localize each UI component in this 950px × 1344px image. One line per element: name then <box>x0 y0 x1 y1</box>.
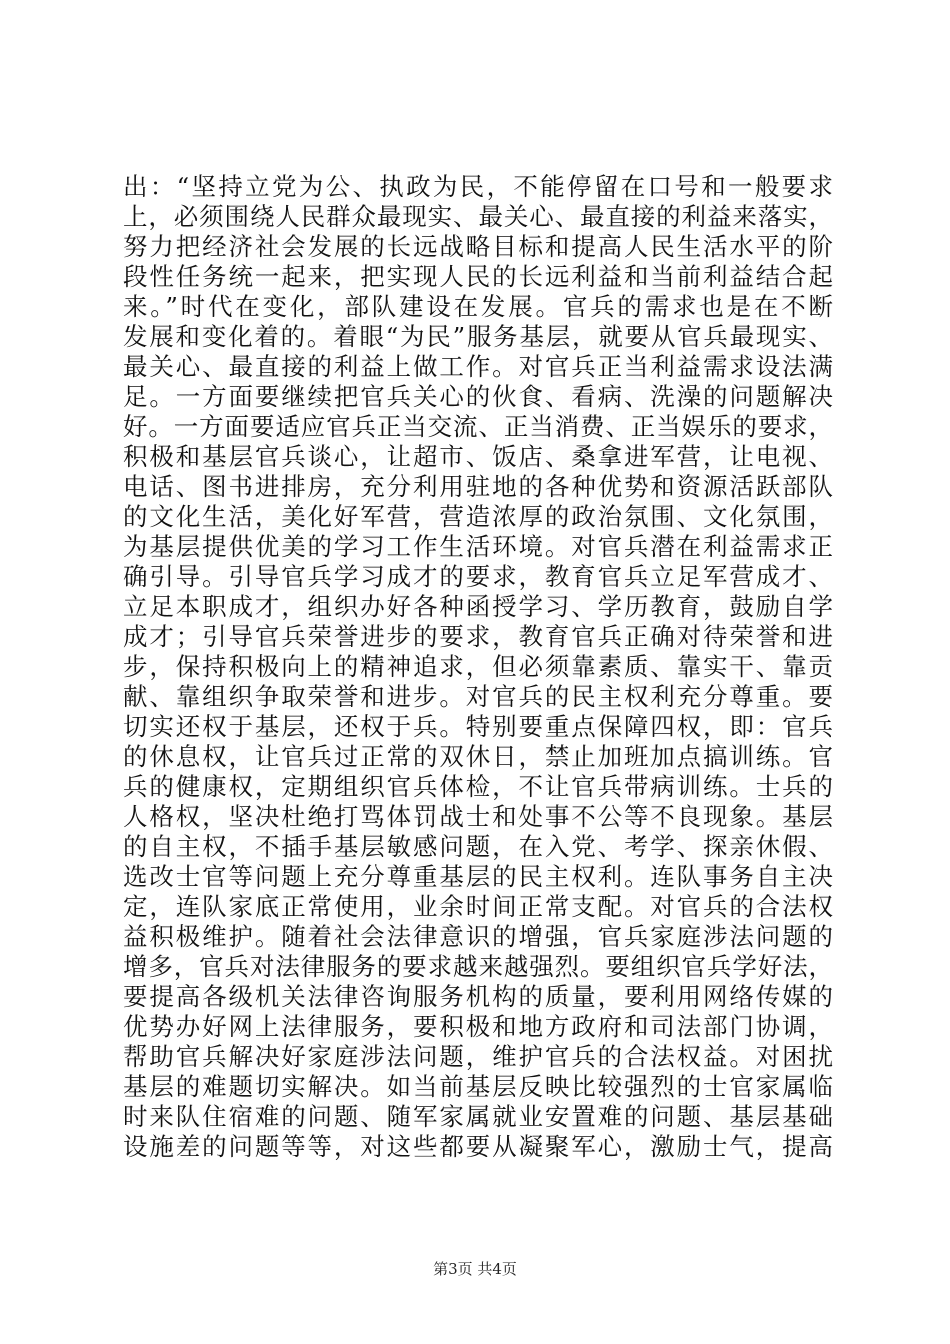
text-line: 发展和变化着的。着眼“为民”服务基层，就要从官兵最现实、 <box>123 322 835 351</box>
text-line: 出：“坚持立党为公、执政为民，不能停留在口号和一般要求 <box>123 172 836 201</box>
text-line: 努力把经济社会发展的长远战略目标和提高人民生活水平的阶 <box>123 232 835 261</box>
text-line: 切实还权于基层，还权于兵。特别要重点保障四权，即：官兵 <box>123 712 835 741</box>
text-line: 的自主权，不插手基层敏感问题，在入党、考学、探亲休假、 <box>123 832 835 861</box>
text-line: 要提高各级机关法律咨询服务机构的质量，要利用网络传媒的 <box>123 982 835 1011</box>
text-line: 益积极维护。随着社会法律意识的增强，官兵家庭涉法问题的 <box>123 922 835 951</box>
text-line: 优势办好网上法律服务，要积极和地方政府和司法部门协调， <box>123 1012 835 1041</box>
text-line: 献、靠组织争取荣誉和进步。对官兵的民主权利充分尊重。要 <box>123 682 835 711</box>
body-text <box>123 172 836 1162</box>
text-line: 最关心、最直接的利益上做工作。对官兵正当利益需求设法满 <box>123 352 835 381</box>
text-line: 好。一方面要适应官兵正当交流、正当消费、正当娱乐的要求， <box>123 412 834 441</box>
text-line: 确引导。引导官兵学习成才的要求，教育官兵立足军营成才、 <box>123 562 835 591</box>
text-line: 兵的健康权，定期组织官兵体检，不让官兵带病训练。士兵的 <box>123 772 835 801</box>
text-line: 时来队住宿难的问题、随军家属就业安置难的问题、基层基础 <box>123 1102 835 1131</box>
text-line: 基层的难题切实解决。如当前基层反映比较强烈的士官家属临 <box>123 1072 835 1101</box>
text-line: 的文化生活，美化好军营，营造浓厚的政治氛围、文化氛围， <box>123 502 835 531</box>
text-line: 足。一方面要继续把官兵关心的伙食、看病、洗澡的问题解决 <box>123 382 835 411</box>
page-footer <box>0 1259 950 1279</box>
text-line: 选改士官等问题上充分尊重基层的民主权利。连队事务自主决 <box>123 862 835 891</box>
text-line: 步，保持积极向上的精神追求，但必须靠素质、靠实干、靠贡 <box>123 652 835 681</box>
text-line: 上，必须围绕人民群众最现实、最关心、最直接的利益来落实， <box>123 202 834 231</box>
page-indicator: 第3页 共4页 <box>433 1260 517 1278</box>
text-line: 电话、图书进排房，充分利用驻地的各种优势和资源活跃部队 <box>123 472 835 501</box>
text-line: 的休息权，让官兵过正常的双休日，禁止加班加点搞训练。官 <box>123 742 835 771</box>
text-line: 增多，官兵对法律服务的要求越来越强烈。要组织官兵学好法， <box>123 952 834 981</box>
text-line: 来。”时代在变化，部队建设在发展。官兵的需求也是在不断 <box>123 292 836 321</box>
text-line: 人格权，坚决杜绝打骂体罚战士和处事不公等不良现象。基层 <box>123 802 835 831</box>
text-line: 定，连队家底正常使用，业余时间正常支配。对官兵的合法权 <box>123 892 835 921</box>
text-line: 设施差的问题等等，对这些都要从凝聚军心，激励士气，提高 <box>123 1132 835 1161</box>
text-line: 积极和基层官兵谈心，让超市、饭店、桑拿进军营，让电视、 <box>123 442 835 471</box>
text-line: 成才；引导官兵荣誉进步的要求，教育官兵正确对待荣誉和进 <box>123 622 835 651</box>
text-line: 段性任务统一起来，把实现人民的长远利益和当前利益结合起 <box>123 262 835 291</box>
text-line: 帮助官兵解决好家庭涉法问题，维护官兵的合法权益。对困扰 <box>123 1042 835 1071</box>
text-line: 为基层提供优美的学习工作生活环境。对官兵潜在利益需求正 <box>123 532 835 561</box>
text-line: 立足本职成才，组织办好各种函授学习、学历教育，鼓励自学 <box>123 592 835 621</box>
